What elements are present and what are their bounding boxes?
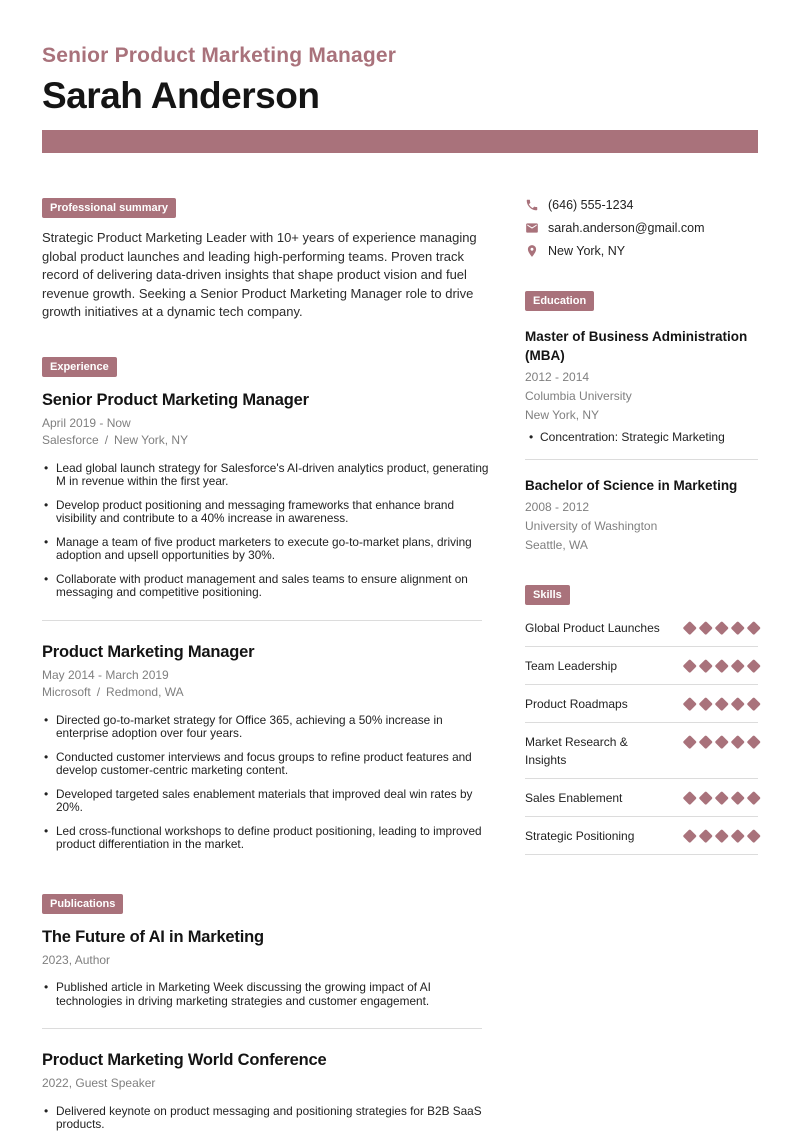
- diamond-pip-icon: [683, 621, 696, 634]
- contact-location: New York, NY: [548, 244, 626, 258]
- skill-name: Team Leadership: [525, 659, 618, 673]
- education-dates: 2012 - 2014: [525, 370, 590, 384]
- diamond-pip-icon: [731, 829, 744, 842]
- skill-level-pips: [678, 733, 758, 747]
- skill-row: [525, 779, 758, 817]
- skill-name: Market Research & Insights: [525, 735, 628, 767]
- diamond-pip-icon: [747, 791, 760, 804]
- section-professional-summary: [42, 198, 494, 322]
- job-bullet-list: [42, 462, 494, 600]
- degree-title: Master of Business Administration (MBA): [525, 329, 748, 363]
- publication-meta: 2023, Author: [42, 952, 111, 967]
- section-divider: [42, 1028, 482, 1029]
- contact-phone-row: [525, 198, 758, 212]
- publication-bullet: • Published article in Marketing Week discussing the growing impact of AI technologies in driving marketing strategies and customer engagement.: [42, 981, 490, 1008]
- skill-row: [525, 647, 758, 685]
- publication-title: The Future of AI in Marketing: [42, 927, 264, 946]
- diamond-pip-icon: [715, 697, 728, 710]
- contact-phone: (646) 555-1234: [548, 198, 634, 212]
- job-company: Salesforce: [42, 433, 99, 447]
- phone-icon: [525, 198, 539, 212]
- skills-list: [525, 609, 758, 855]
- skill-level-pips: [678, 695, 758, 709]
- publication-title: Product Marketing World Conference: [42, 1051, 327, 1069]
- education-location: New York, NY: [525, 408, 600, 422]
- contact-email-row: [525, 221, 758, 235]
- diamond-pip-icon: [715, 735, 728, 748]
- skill-row: [525, 609, 758, 647]
- job-bullet: • Developed targeted sales enablement materials that improved deal win rates by 20%.: [42, 788, 490, 815]
- diamond-pip-icon: [731, 735, 744, 748]
- publication-entry: [42, 927, 494, 1009]
- education-bullet-list: [525, 430, 758, 445]
- diamond-pip-icon: [683, 697, 696, 710]
- job-dates: May 2014 - March 2019: [42, 667, 169, 682]
- diamond-pip-icon: [747, 829, 760, 842]
- experience-entry: [42, 390, 494, 600]
- diamond-pip-icon: [699, 791, 712, 804]
- separator: /: [96, 685, 101, 699]
- job-bullet: • Lead global launch strategy for Salesforce's AI-driven analytics product, generating M in revenue within the first year.: [42, 462, 490, 489]
- diamond-pip-icon: [747, 621, 760, 634]
- diamond-pip-icon: [747, 697, 760, 710]
- job-dates: April 2019 - Now: [42, 415, 131, 430]
- section-education: [525, 267, 758, 555]
- education-entry: [525, 327, 758, 445]
- diamond-pip-icon: [699, 659, 712, 672]
- resume-header: [42, 0, 758, 153]
- skill-level-pips: [678, 789, 758, 803]
- publication-entry: [42, 1050, 494, 1131]
- job-title: Product Marketing Manager: [42, 642, 255, 661]
- skill-name: Sales Enablement: [525, 791, 623, 805]
- diamond-pip-icon: [731, 659, 744, 672]
- publication-bullet: • Delivered keynote on product messaging and positioning strategies for B2B SaaS products.: [42, 1105, 490, 1131]
- contact-email: sarah.anderson@gmail.com: [548, 221, 705, 235]
- education-school: Columbia University: [525, 389, 632, 403]
- job-bullet: • Led cross-functional workshops to define product positioning, leading to improved product differentiation in the market.: [42, 825, 490, 852]
- publication-meta: 2022, Guest Speaker: [42, 1076, 156, 1090]
- section-publications: [42, 862, 494, 1131]
- skill-level-pips: [678, 827, 758, 841]
- education-location: Seattle, WA: [525, 538, 588, 552]
- job-bullet-list: [42, 714, 494, 852]
- diamond-pip-icon: [715, 791, 728, 804]
- skill-row: [525, 685, 758, 723]
- job-bullet: • Collaborate with product management and sales teams to ensure alignment on messaging and competitive positioning.: [42, 573, 490, 600]
- job-bullet: • Develop product positioning and messaging frameworks that enhance brand visibility and contribute to a 40% increase in awareness.: [42, 499, 490, 526]
- diamond-pip-icon: [699, 829, 712, 842]
- skill-row: [525, 723, 758, 779]
- job-title: Senior Product Marketing Manager: [42, 390, 309, 409]
- separator: /: [104, 433, 109, 447]
- section-skills: [525, 555, 758, 855]
- job-location: New York, NY: [114, 433, 189, 447]
- diamond-pip-icon: [683, 735, 696, 748]
- publications-badge: Publications: [42, 894, 123, 914]
- diamond-pip-icon: [715, 829, 728, 842]
- left-column: [42, 198, 494, 1131]
- location-pin-icon: [525, 244, 539, 258]
- contact-block: [525, 198, 758, 258]
- job-bullet: • Manage a team of five product marketers to execute go-to-market plans, driving adoption and upsell opportunities by 30%.: [42, 536, 490, 563]
- experience-badge: Experience: [42, 357, 117, 377]
- skill-level-pips: [678, 657, 758, 671]
- skill-name: Product Roadmaps: [525, 697, 628, 711]
- education-bullet: • Concentration: Strategic Marketing: [525, 430, 758, 445]
- education-dates: 2008 - 2012: [525, 500, 590, 514]
- skill-name: Strategic Positioning: [525, 829, 635, 843]
- skill-name: Global Product Launches: [525, 621, 660, 635]
- diamond-pip-icon: [731, 791, 744, 804]
- email-icon: [525, 221, 539, 235]
- education-entry: [525, 476, 758, 555]
- right-column: [525, 198, 758, 1131]
- header-accent-bar: [42, 130, 758, 153]
- job-bullet: • Directed go-to-market strategy for Office 365, achieving a 50% increase in enterprise adoption over four years.: [42, 714, 490, 741]
- diamond-pip-icon: [747, 735, 760, 748]
- skill-row: [525, 817, 758, 855]
- diamond-pip-icon: [683, 659, 696, 672]
- header-name: Sarah Anderson: [42, 75, 320, 116]
- section-divider: [42, 620, 482, 621]
- job-company: Microsoft: [42, 685, 91, 699]
- diamond-pip-icon: [699, 697, 712, 710]
- publication-bullet-list: [42, 981, 494, 1008]
- professional-summary-text: Strategic Product Marketing Leader with 10+ years of experience managing global product launches and leading high-performing teams. Proven track record of delivering data-driven insights that shape product vision and fuel revenue growth. Seeking a Senior Product Marketing Manager role to drive growth initiatives at a dynamic tech company.: [42, 230, 477, 319]
- education-school: University of Washington: [525, 519, 658, 533]
- diamond-pip-icon: [683, 829, 696, 842]
- job-company-location: [42, 684, 494, 702]
- job-location: Redmond, WA: [106, 685, 184, 699]
- skills-badge: Skills: [525, 585, 570, 605]
- diamond-pip-icon: [683, 791, 696, 804]
- resume-body: [42, 198, 758, 1131]
- education-badge: Education: [525, 291, 594, 311]
- diamond-pip-icon: [699, 621, 712, 634]
- diamond-pip-icon: [699, 735, 712, 748]
- degree-title: Bachelor of Science in Marketing: [525, 478, 738, 493]
- diamond-pip-icon: [715, 621, 728, 634]
- publication-bullet-list: [42, 1105, 494, 1131]
- diamond-pip-icon: [731, 621, 744, 634]
- diamond-pip-icon: [731, 697, 744, 710]
- section-experience: [42, 322, 494, 852]
- contact-location-row: [525, 244, 758, 258]
- job-bullet: • Conducted customer interviews and focus groups to refine product features and develop customer-centric marketing content.: [42, 751, 490, 778]
- experience-entry: [42, 642, 494, 852]
- skill-level-pips: [678, 619, 758, 633]
- job-company-location: [42, 432, 494, 450]
- header-job-title: Senior Product Marketing Manager: [42, 44, 397, 67]
- professional-summary-badge: Professional summary: [42, 198, 176, 218]
- diamond-pip-icon: [747, 659, 760, 672]
- section-divider: [525, 459, 758, 460]
- diamond-pip-icon: [715, 659, 728, 672]
